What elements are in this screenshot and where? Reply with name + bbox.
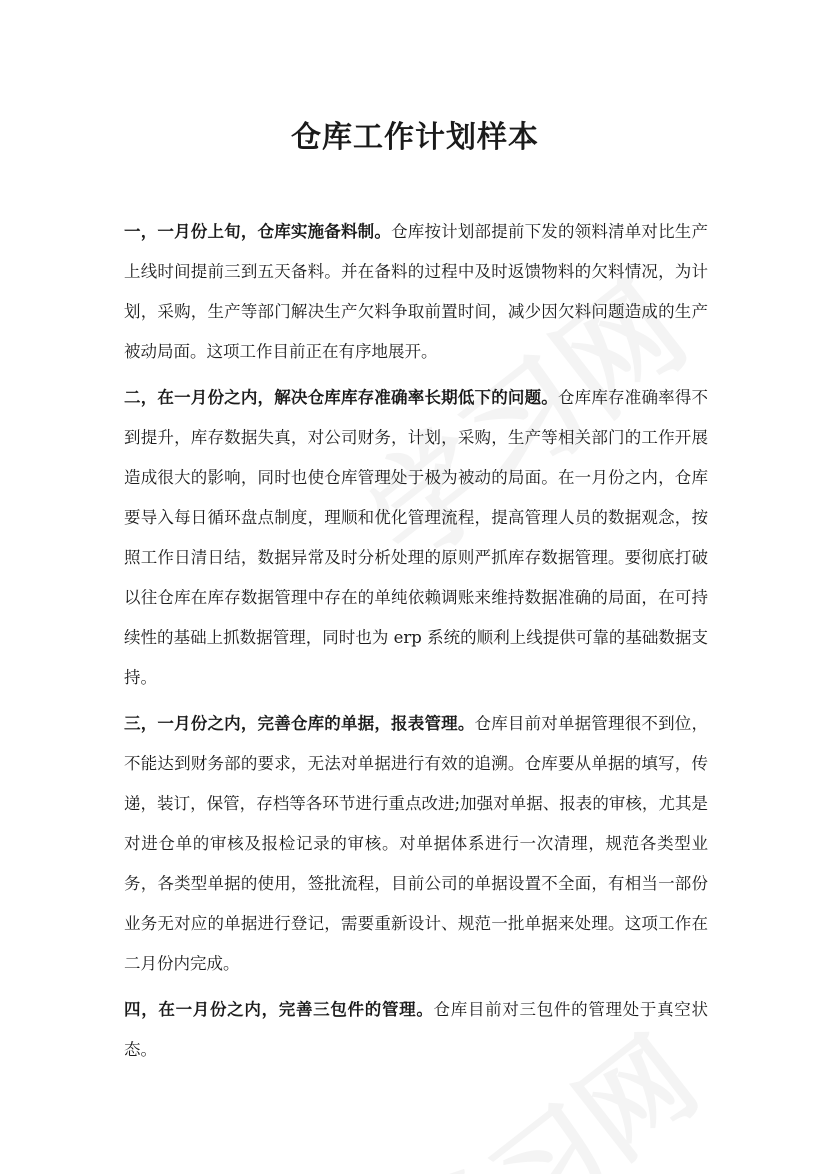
paragraph-lead: 一，一月份上旬，仓库实施备料制。 xyxy=(124,222,392,241)
paragraph-lead: 二，在一月份之内，解决仓库库存准确率长期低下的问题。 xyxy=(124,388,558,407)
paragraph-text: 仓库目前对单据管理很不到位，不能达到财务部的要求，无法对单据进行有效的追溯。仓库要从单据的填写，传递，装订，保管，存档等各环节进行重点改进;加强对单据、报表的审核，尤其是对进仓单的审核及报检记录的审核。对单据体系进行一次清理，规范各类型业务，各类型单据的使用，签批流程，目前公司的单据设置不全面，有相当一部份业务无对应的单据进行登记，需要重新设计、规范一批单据来处理。这项工作在二月份内完成。 xyxy=(124,714,709,973)
paragraph-2 xyxy=(124,378,708,698)
paragraph-3 xyxy=(124,704,708,984)
paragraph-lead: 三，一月份之内，完善仓库的单据，报表管理。 xyxy=(124,714,475,733)
paragraph-4 xyxy=(124,990,708,1070)
paragraph-1 xyxy=(124,212,708,372)
paragraph-text: 仓库按计划部提前下发的领料清单对比生产上线时间提前三到五天备料。并在备料的过程中及时返馈物料的欠料情况，为计划，采购，生产等部门解决生产欠料争取前置时间，减少因欠料问题造成的生产被动局面。这项工作目前正在有序地展开。 xyxy=(124,222,709,361)
paragraph-lead: 四，在一月份之内，完善三包件的管理。 xyxy=(124,1000,434,1019)
paragraph-text: 仓库目前对三包件的管理处于真空状态。 xyxy=(124,1000,709,1059)
paragraph-text: 仓库库存准确率得不到提升，库存数据失真，对公司财务，计划，采购，生产等相关部门的工作开展造成很大的影响，同时也使仓库管理处于极为被动的局面。在一月份之内，仓库要导入每日循环盘点制度，理顺和优化管理流程，提高管理人员的数据观念，按照工作日清日结，数据异常及时分析处理的原则严抓库存数据管理。要彻底打破以往仓库在库存数据管理中存在的单纯依赖调账来维持数据准确的局面，在可持续性的基础上抓数据管理，同时也为 erp 系统的顺利上线提供可靠的基础数据支持。 xyxy=(124,388,709,687)
document-body xyxy=(124,212,708,1076)
page-title: 仓库工作计划样本 xyxy=(291,120,539,155)
